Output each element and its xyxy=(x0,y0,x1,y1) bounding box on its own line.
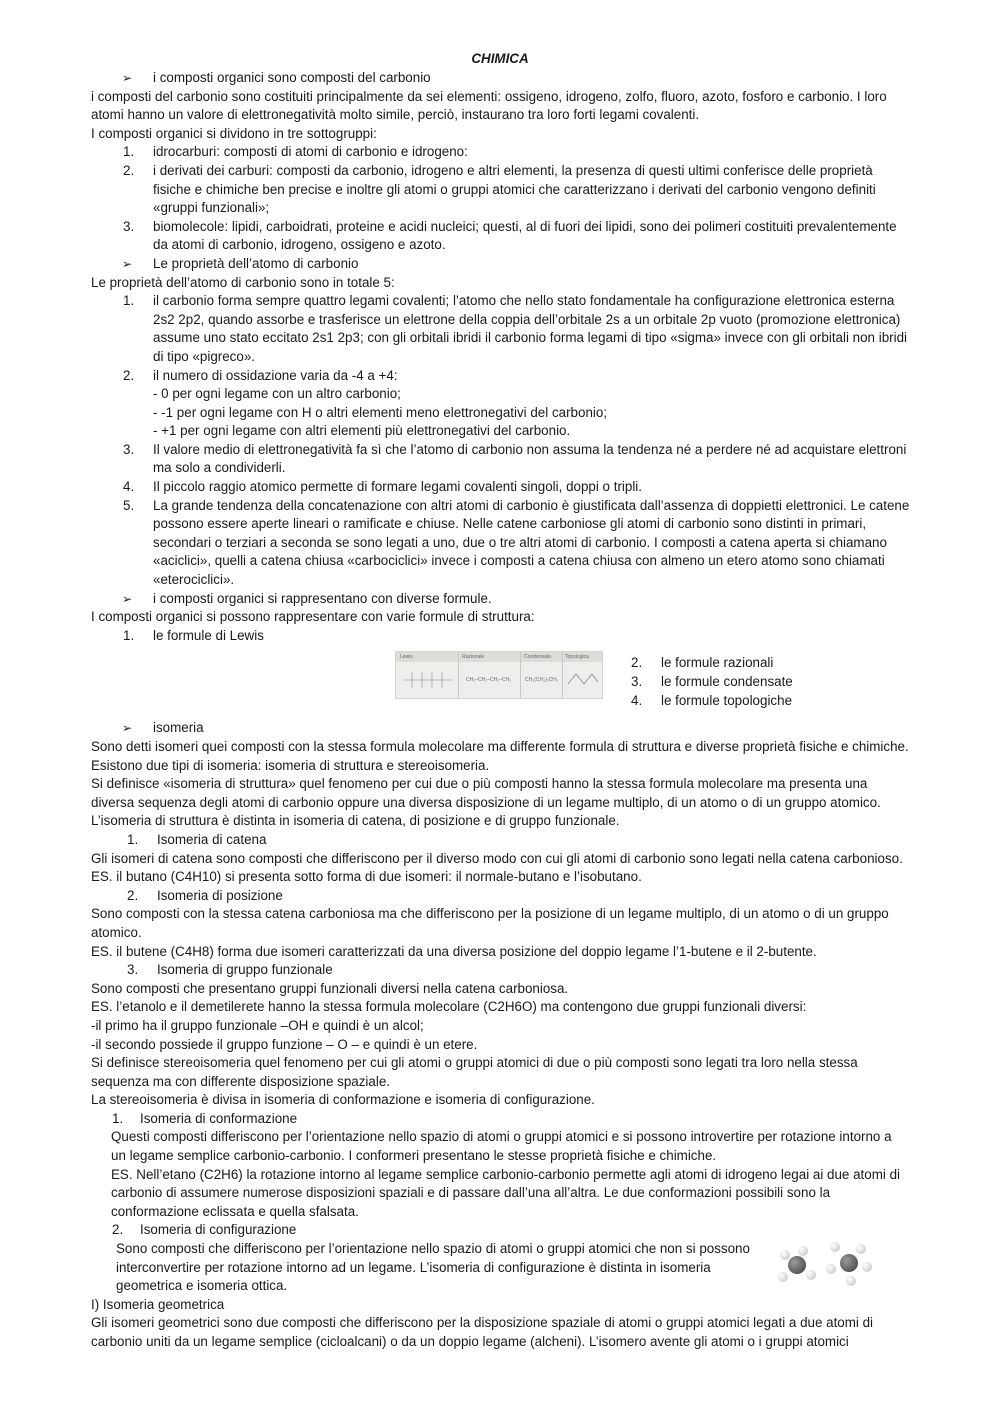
table-divider xyxy=(562,652,563,698)
list-number: 1. xyxy=(123,144,135,160)
list-text: Il valore medio di elettronegatività fa sì che l’atomo di carbonio non assuma la tendenza né a perdere né ad acquistare elettroni ma solo a condividerli. xyxy=(153,441,907,476)
list-item xyxy=(123,367,913,441)
subheading xyxy=(112,1110,900,1129)
list-text: Il piccolo raggio atomico permette di formare legami covalenti singoli, doppi o tripli. xyxy=(153,479,642,495)
formula-razionale-text: CH₃–CH₂–CH₂–CH₃ xyxy=(466,677,512,684)
list-item xyxy=(631,654,793,673)
paragraph: Le proprietà dell’atomo di carbonio sono in totale 5: xyxy=(91,274,395,290)
list-text: le formule topologiche xyxy=(661,692,793,708)
list-number: 1. xyxy=(123,293,135,309)
paragraph: Sono composti che differiscono per l’orientazione nello spazio di atomi o gruppi atomici che non si possono interconvertire per rotazione intorno ad un legame. L’isomeria di configurazione è distinta in isomeria geometrica e isomeria ottica. xyxy=(116,1241,750,1294)
section-bullet-formule xyxy=(122,590,913,609)
arrow-bullet-icon: ➢ xyxy=(122,721,133,736)
paragraph: Sono detti isomeri quei composti con la stessa formula molecolare ma differente formula di struttura e diverse proprietà fisiche e chimiche. Esistono due tipi di isomeria: isomeria di struttura e stereoisomeria. xyxy=(91,739,909,773)
ethane-molecule-icon-2 xyxy=(826,1242,874,1288)
list-item xyxy=(123,162,913,218)
formula-table-image xyxy=(395,651,603,699)
formula-types-list xyxy=(631,654,793,710)
paragraph: ES. il butene (C4H8) forma due isomeri caratterizzati da una diversa posizione del doppio legame l’1-butene e il 2-butente. xyxy=(91,943,817,959)
paragraph: I) Isomeria geometrica xyxy=(91,1296,225,1312)
paragraph: I composti organici si dividono in tre sottogruppi: xyxy=(91,125,377,141)
bullet-text: Le proprietà dell’atomo di carbonio xyxy=(153,255,359,271)
section-bullet-proprieta xyxy=(122,255,913,274)
list-number: 3. xyxy=(631,674,643,689)
sub-line: - 0 per ogni legame con un altro carbonio; xyxy=(153,386,401,402)
paragraph: i composti del carbonio sono costituiti principalmente da sei elementi: ossigeno, idrogeno, zolfo, fluoro, azoto, fosforo e carbonio. I loro atomi hanno un valore di elettronegatività molto simile, perciò, instaurano tra loro forti legami covalenti. xyxy=(91,88,887,123)
paragraph: La stereoisomeria è divisa in isomeria di conformazione e isomeria di configurazione. xyxy=(91,1092,595,1108)
topological-zigzag-drawing xyxy=(566,666,600,690)
list-text: le formule condensate xyxy=(661,674,793,689)
list-text: i derivati dei carburi: composti da carbonio, idrogeno e altri elementi, la presenza di questi ultimi conferisce delle proprietà fisiche e chimiche ben precise e inoltre gli atomi o gruppi atomici che caratterizzano i derivati del carbonio vengono definiti «gruppi funzionali»; xyxy=(153,162,876,216)
ethane-molecule-icon-1 xyxy=(776,1246,822,1288)
list-text: il numero di ossidazione varia da -4 a +4: xyxy=(153,367,398,383)
list-number: 2. xyxy=(123,162,135,178)
list-text: le formule di Lewis xyxy=(153,627,264,643)
list-number: 1. xyxy=(112,1110,124,1126)
lewis-structure-drawing xyxy=(402,666,454,694)
paragraph: -il secondo possiede il gruppo funzione – O – e quindi è un etere. xyxy=(91,1036,478,1052)
bullet-text: i composti organici si rappresentano con diverse formule. xyxy=(153,590,492,606)
paragraph: Sono composti con la stessa catena carboniosa ma che differiscono per la posizione di un legame multiplo, di un atomo o di un gruppo atomico. xyxy=(91,906,889,940)
list-text: le formule razionali xyxy=(661,655,774,671)
arrow-bullet-icon: ➢ xyxy=(122,256,133,271)
paragraph: -il primo ha il gruppo funzionale –OH e quindi è un alcol; xyxy=(91,1017,424,1033)
list-number: 1. xyxy=(123,627,135,643)
list-number: 5. xyxy=(123,497,135,513)
document-title: CHIMICA xyxy=(471,51,529,66)
paragraph: I composti organici si possono rappresentare con varie formule di struttura: xyxy=(91,609,535,625)
subheading xyxy=(127,961,897,980)
paragraph: Sono composti che presentano gruppi funzionali diversi nella catena carboniosa. xyxy=(91,980,569,996)
list-text: il carbonio forma sempre quattro legami covalenti; l’atomo che nello stato fondamentale ha configurazione elettronica esterna 2s2 2p2, quando assorbe e trasferisce un elettrone della coppia dell’orbitale 2s a un orbitale 2p vuoto (promozione elettronica) assume uno stato eccitato 2s1 2p3; con gli orbitali ibridi il carbonio forma legami di tipo «sigma» invece con gli orbitali non ibridi di tipo «pigreco». xyxy=(153,293,907,364)
list-number: 3. xyxy=(123,218,135,234)
paragraph: ES. l’etanolo e il demetilerete hanno la stessa formula molecolare (C2H6O) ma contengono due gruppi funzionali diversi: xyxy=(91,999,807,1015)
formula-header-topologica: Topologica xyxy=(565,654,589,661)
list-text: biomolecole: lipidi, carboidrati, proteine e acidi nucleici; questi, al di fuori dei lipidi, sono dei polimeri costituiti prevalentemente da atomi di carbonio, idrogeno, ossigeno e azoto. xyxy=(153,218,897,253)
list-number: 4. xyxy=(631,692,643,708)
paragraph: Gli isomeri geometrici sono due composti che differiscono per la disposizione spaziale di atomi o gruppi atomici legati a due atomi di carbonio uniti da un legame semplice (cicloalcani) o da un doppio legame (alcheni). L’isomero avente gli atomi o i gruppi atomici xyxy=(91,1315,874,1349)
list-text: La grande tendenza della concatenazione con altri atomi di carbonio è giustificata dall’assenza di doppietti elettronici. Le catene possono essere aperte lineari o ramificate e chiuse. Nelle catene carboniose gli atomi di carbonio sono distinti in primari, secondari o terziari a seconda se sono legati a uno, due o tre altri atomi di carbonio. I composti a catena aperta si chiamano «aciclici», quelli a catena chiusa «carbociclici» invece i composti a catena chiusa con almeno un etero atomo sono chiamati «eterociclici». xyxy=(153,497,910,588)
list-text: idrocarburi: composti di atomi di carbonio e idrogeno: xyxy=(153,144,468,160)
list-item xyxy=(631,673,793,692)
section-bullet-composti xyxy=(122,69,913,88)
table-divider xyxy=(520,652,521,698)
subheading xyxy=(127,887,897,906)
arrow-bullet-icon: ➢ xyxy=(122,71,133,85)
subheading-text: Isomeria di posizione xyxy=(157,887,283,903)
subheading xyxy=(112,1221,900,1240)
sub-line: - +1 per ogni legame con altri elementi più elettronegativi del carbonio. xyxy=(153,423,571,439)
list-number: 3. xyxy=(123,441,135,457)
sub-line: - -1 per ogni legame con H o altri elementi meno elettronegativi del carbonio; xyxy=(153,404,608,420)
list-item xyxy=(123,497,913,590)
formula-header-razionale: Razionale xyxy=(462,654,485,661)
list-item xyxy=(123,143,913,162)
paragraph: Gli isomeri di catena sono composti che differiscono per il diverso modo con cui gli atomi di carbonio sono legati nella catena carbonioso. xyxy=(91,850,903,866)
formula-header-condensata: Condensata xyxy=(524,654,551,661)
list-number: 4. xyxy=(123,479,135,495)
formula-figure-row xyxy=(0,645,1000,719)
list-item xyxy=(123,292,913,366)
table-divider xyxy=(458,652,459,698)
subheading-text: Isomeria di conformazione xyxy=(140,1110,298,1126)
list-item xyxy=(123,627,913,646)
list-item xyxy=(123,218,913,255)
list-item xyxy=(123,441,913,478)
list-item xyxy=(631,692,793,711)
list-number: 1. xyxy=(127,831,139,847)
list-number: 2. xyxy=(631,655,643,671)
list-number: 2. xyxy=(112,1222,124,1238)
paragraph: ES. Nell’etano (C2H6) la rotazione intorno al legame semplice carbonio-carbonio permette agli atomi di idrogeno legai ai due atomi di carbonio di assumere numerose disposizioni spaziali e di passare dall’una all’altra. Le due conformazioni possibili sono la conformazione eclissata e quella sfalsata. xyxy=(111,1166,900,1219)
formula-condensata-text: CH₃(CH₂)₂CH₃ xyxy=(525,677,558,684)
formula-header-lewis: Lewis xyxy=(400,654,413,661)
paragraph: Si definisce stereoisomeria quel fenomeno per cui gli atomi o gruppi atomici di due o più composti sono legati tra loro nella stessa sequenza ma con differente disposizione spaziale. xyxy=(91,1055,858,1089)
subheading-text: Isomeria di configurazione xyxy=(140,1222,297,1238)
list-number: 2. xyxy=(123,367,135,383)
paragraph: Si definisce «isomeria di struttura» quel fenomeno per cui due o più composti hanno la stessa formula molecolare ma presenta una diversa sequenza degli atomi di carbonio oppure una diversa disposizione di un legame multiplo, di un atomo o di un gruppo atomico. L’isomeria di struttura è distinta in isomeria di catena, di posizione e di gruppo funzionale. xyxy=(91,776,881,829)
bullet-text: isomeria xyxy=(153,720,204,736)
subheading xyxy=(127,831,897,850)
section-bullet-isomeria xyxy=(122,719,913,738)
paragraph: Questi composti differiscono per l’orientazione nello spazio di atomi o gruppi atomici e si possono introvertire per rotazione intorno a un legame semplice carbonio-carbonio. I conformeri presentano le stesse proprietà fisiche e chimiche. xyxy=(111,1129,892,1164)
configurazione-block xyxy=(0,1240,1000,1296)
list-item xyxy=(123,478,913,497)
bullet-text: i composti organici sono composti del carbonio xyxy=(153,70,431,85)
list-number: 2. xyxy=(127,887,139,903)
paragraph: ES. il butano (C4H10) si presenta sotto forma di due isomeri: il normale-butano e l’isobutano. xyxy=(91,869,642,885)
subheading-text: Isomeria di gruppo funzionale xyxy=(157,962,333,978)
list-number: 3. xyxy=(127,962,139,978)
subheading-text: Isomeria di catena xyxy=(157,831,267,847)
arrow-bullet-icon: ➢ xyxy=(122,591,133,606)
